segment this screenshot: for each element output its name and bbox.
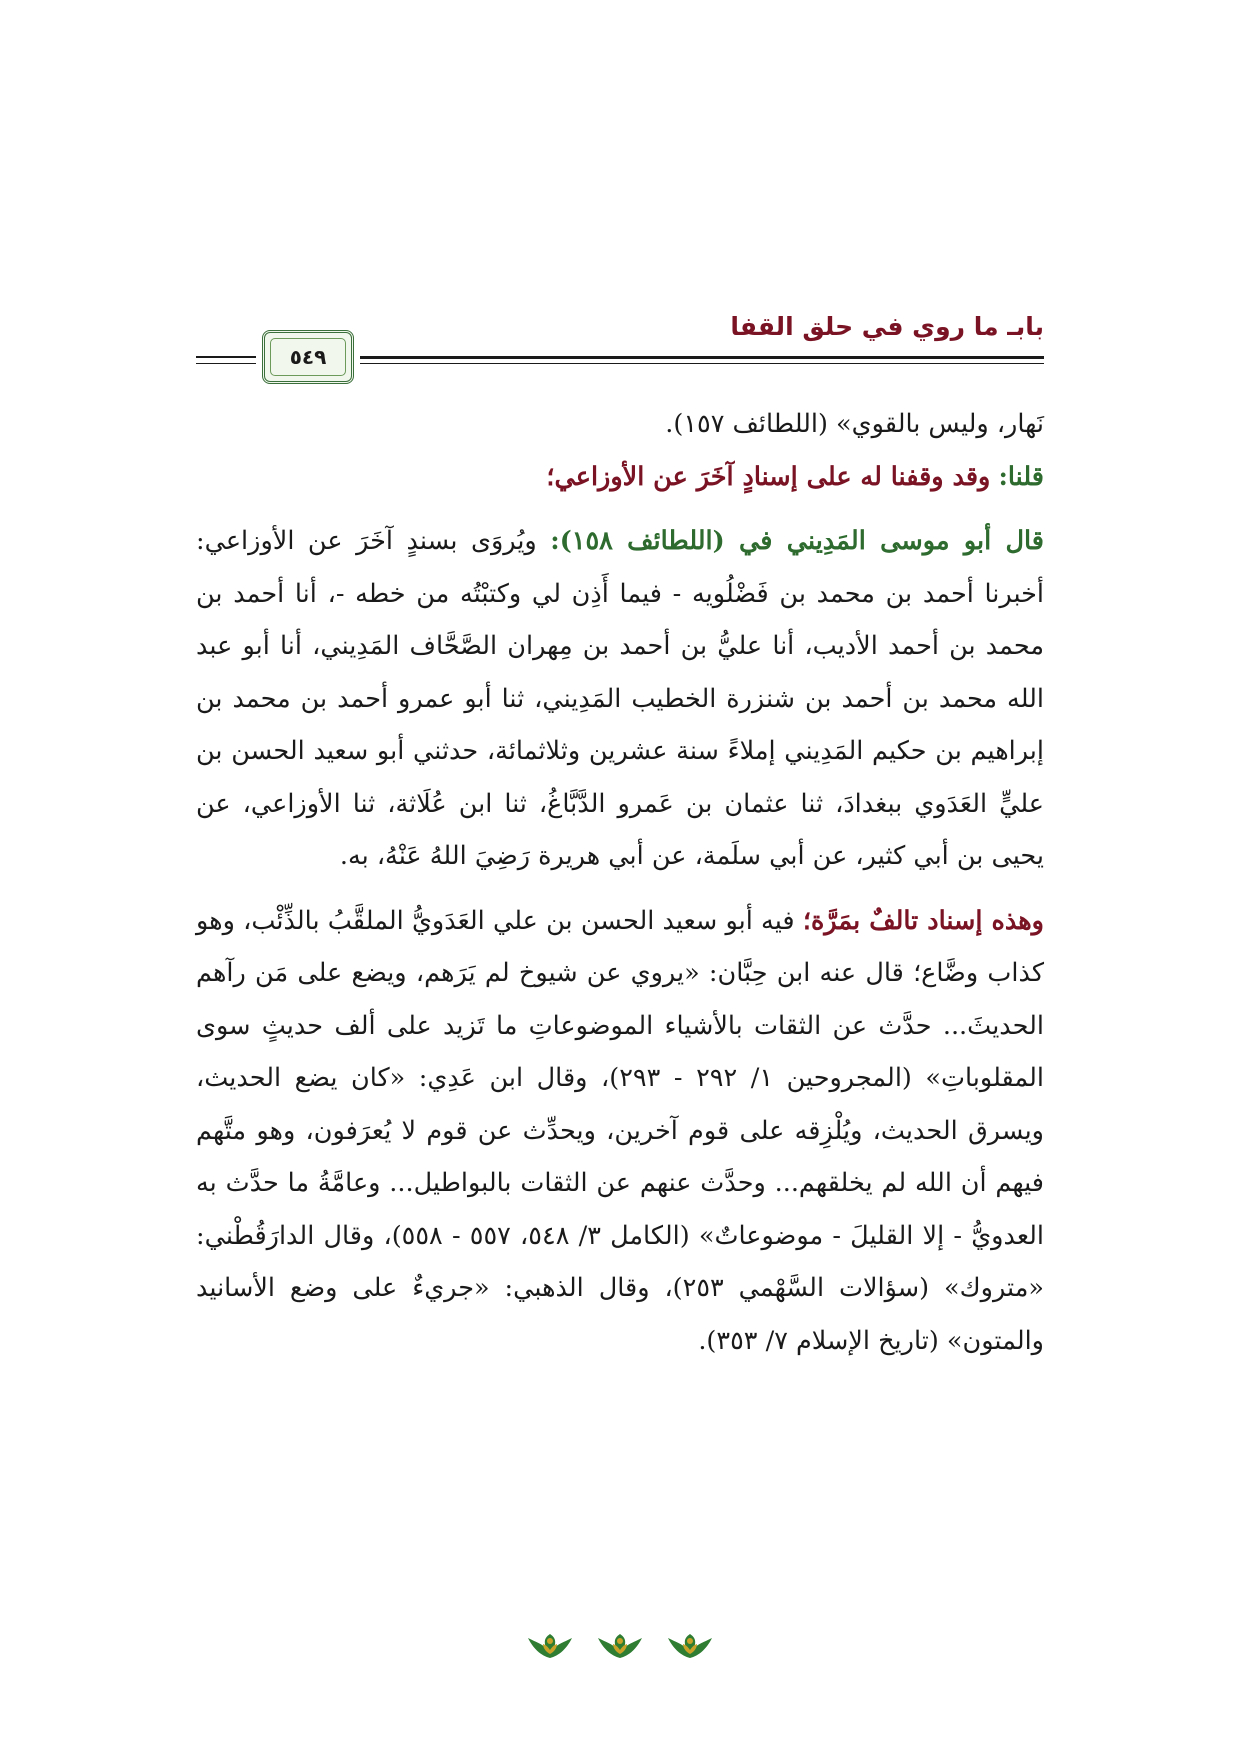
floral-ornament-icon xyxy=(666,1632,714,1660)
page-number: ٥٤٩ xyxy=(289,345,327,369)
header-rule-left-thin xyxy=(196,363,256,364)
page-number-badge xyxy=(262,330,354,384)
header-rule-left xyxy=(196,356,256,358)
paragraph-abu-musa xyxy=(196,515,1044,883)
abu-musa-text: ويُروَى بسندٍ آخَرَ عن الأوزاعي: أخبرنا أحمد بن محمد بن فَضْلُويه - فيما أَذِن لي وكتبْتُه من خطه -، أنا أحمد بن محمد بن أحمد الأديب، أنا عليُّ بن أحمد بن مِهران الصَّحَّاف المَدِيني، أنا أبو عبد الله محمد بن أحمد بن شنزرة الخطيب المَدِيني، ثنا أبو عمرو أحمد بن محمد بن إبراهيم بن حكيم المَدِيني إملاءً سنة عشرين وثلاثمائة، حدثني أبو سعيد الحسن بن عليٍّ العَدَوي ببغدادَ، ثنا عثمان بن عَمرو الدَّبَّاغُ، ثنا ابن عُلَاثة، ثنا الأوزاعي، عن يحيى بن أبي كثير، عن أبي سلَمة، عن أبي هريرة رَضِيَ اللهُ عَنْهُ، به. xyxy=(196,526,1044,871)
paragraph-isnad-critique xyxy=(196,895,1044,1368)
page-body xyxy=(196,398,1044,1367)
isnad-critique-text: فيه أبو سعيد الحسن بن علي العَدَويُّ الملقَّبُ بالذِّئْب، وهو كذاب وضَّاع؛ قال عنه ابن حِبَّان: «يروي عن شيوخ لم يَرَهم، ويضع على مَن رآهم الحديثَ... حدَّث عن الثقات بالأشياء الموضوعاتِ ما تَزيد على ألف حديثٍ سوى المقلوباتِ» (المجروحين ١/ ٢٩٢ - ٢٩٣)، وقال ابن عَدِي: «كان يضع الحديث، ويسرق الحديث، ويُلْزِقه على قوم آخرين، ويحدِّث عن قوم لا يُعرَفون، وهو متَّهم فيهم أن الله لم يخلقهم... وحدَّث عنهم عن الثقات بالبواطيل... وعامَّةُ ما حدَّث به العدويُّ - إلا القليلَ - موضوعاتٌ» (الكامل ٣/ ٥٤٨، ٥٥٧ - ٥٥٨)، وقال الدارَقُطْني: «متروك» (سؤالات السَّهْمي ٢٥٣)، وقال الذهبي: «جريءٌ على وضع الأسانيد والمتون» (تاريخ الإسلام ٧/ ٣٥٣). xyxy=(196,905,1045,1356)
isnad-critique-label: وهذه إسناد تالفٌ بمَرَّة؛ xyxy=(802,905,1044,936)
running-title: بابـ ما روي في حلق القفا xyxy=(730,312,1044,341)
header-rule-thin xyxy=(360,363,1044,364)
qulna-label: قلنا: xyxy=(998,461,1044,492)
qulna-paragraph xyxy=(196,451,1044,504)
floral-ornament-icon xyxy=(596,1632,644,1660)
section-end-ornament xyxy=(0,1632,1240,1660)
header-rule-thick xyxy=(360,356,1044,359)
abu-musa-label: قال أبو موسى المَدِيني في (اللطائف ١٥٨): xyxy=(550,526,1044,556)
intro-line: نَهار، وليس بالقوي» (اللطائف ١٥٧). xyxy=(665,409,1044,439)
floral-ornament-icon xyxy=(526,1632,574,1660)
qulna-text: وقد وقفنا له على إسنادٍ آخَرَ عن الأوزاعي؛ xyxy=(546,461,991,492)
